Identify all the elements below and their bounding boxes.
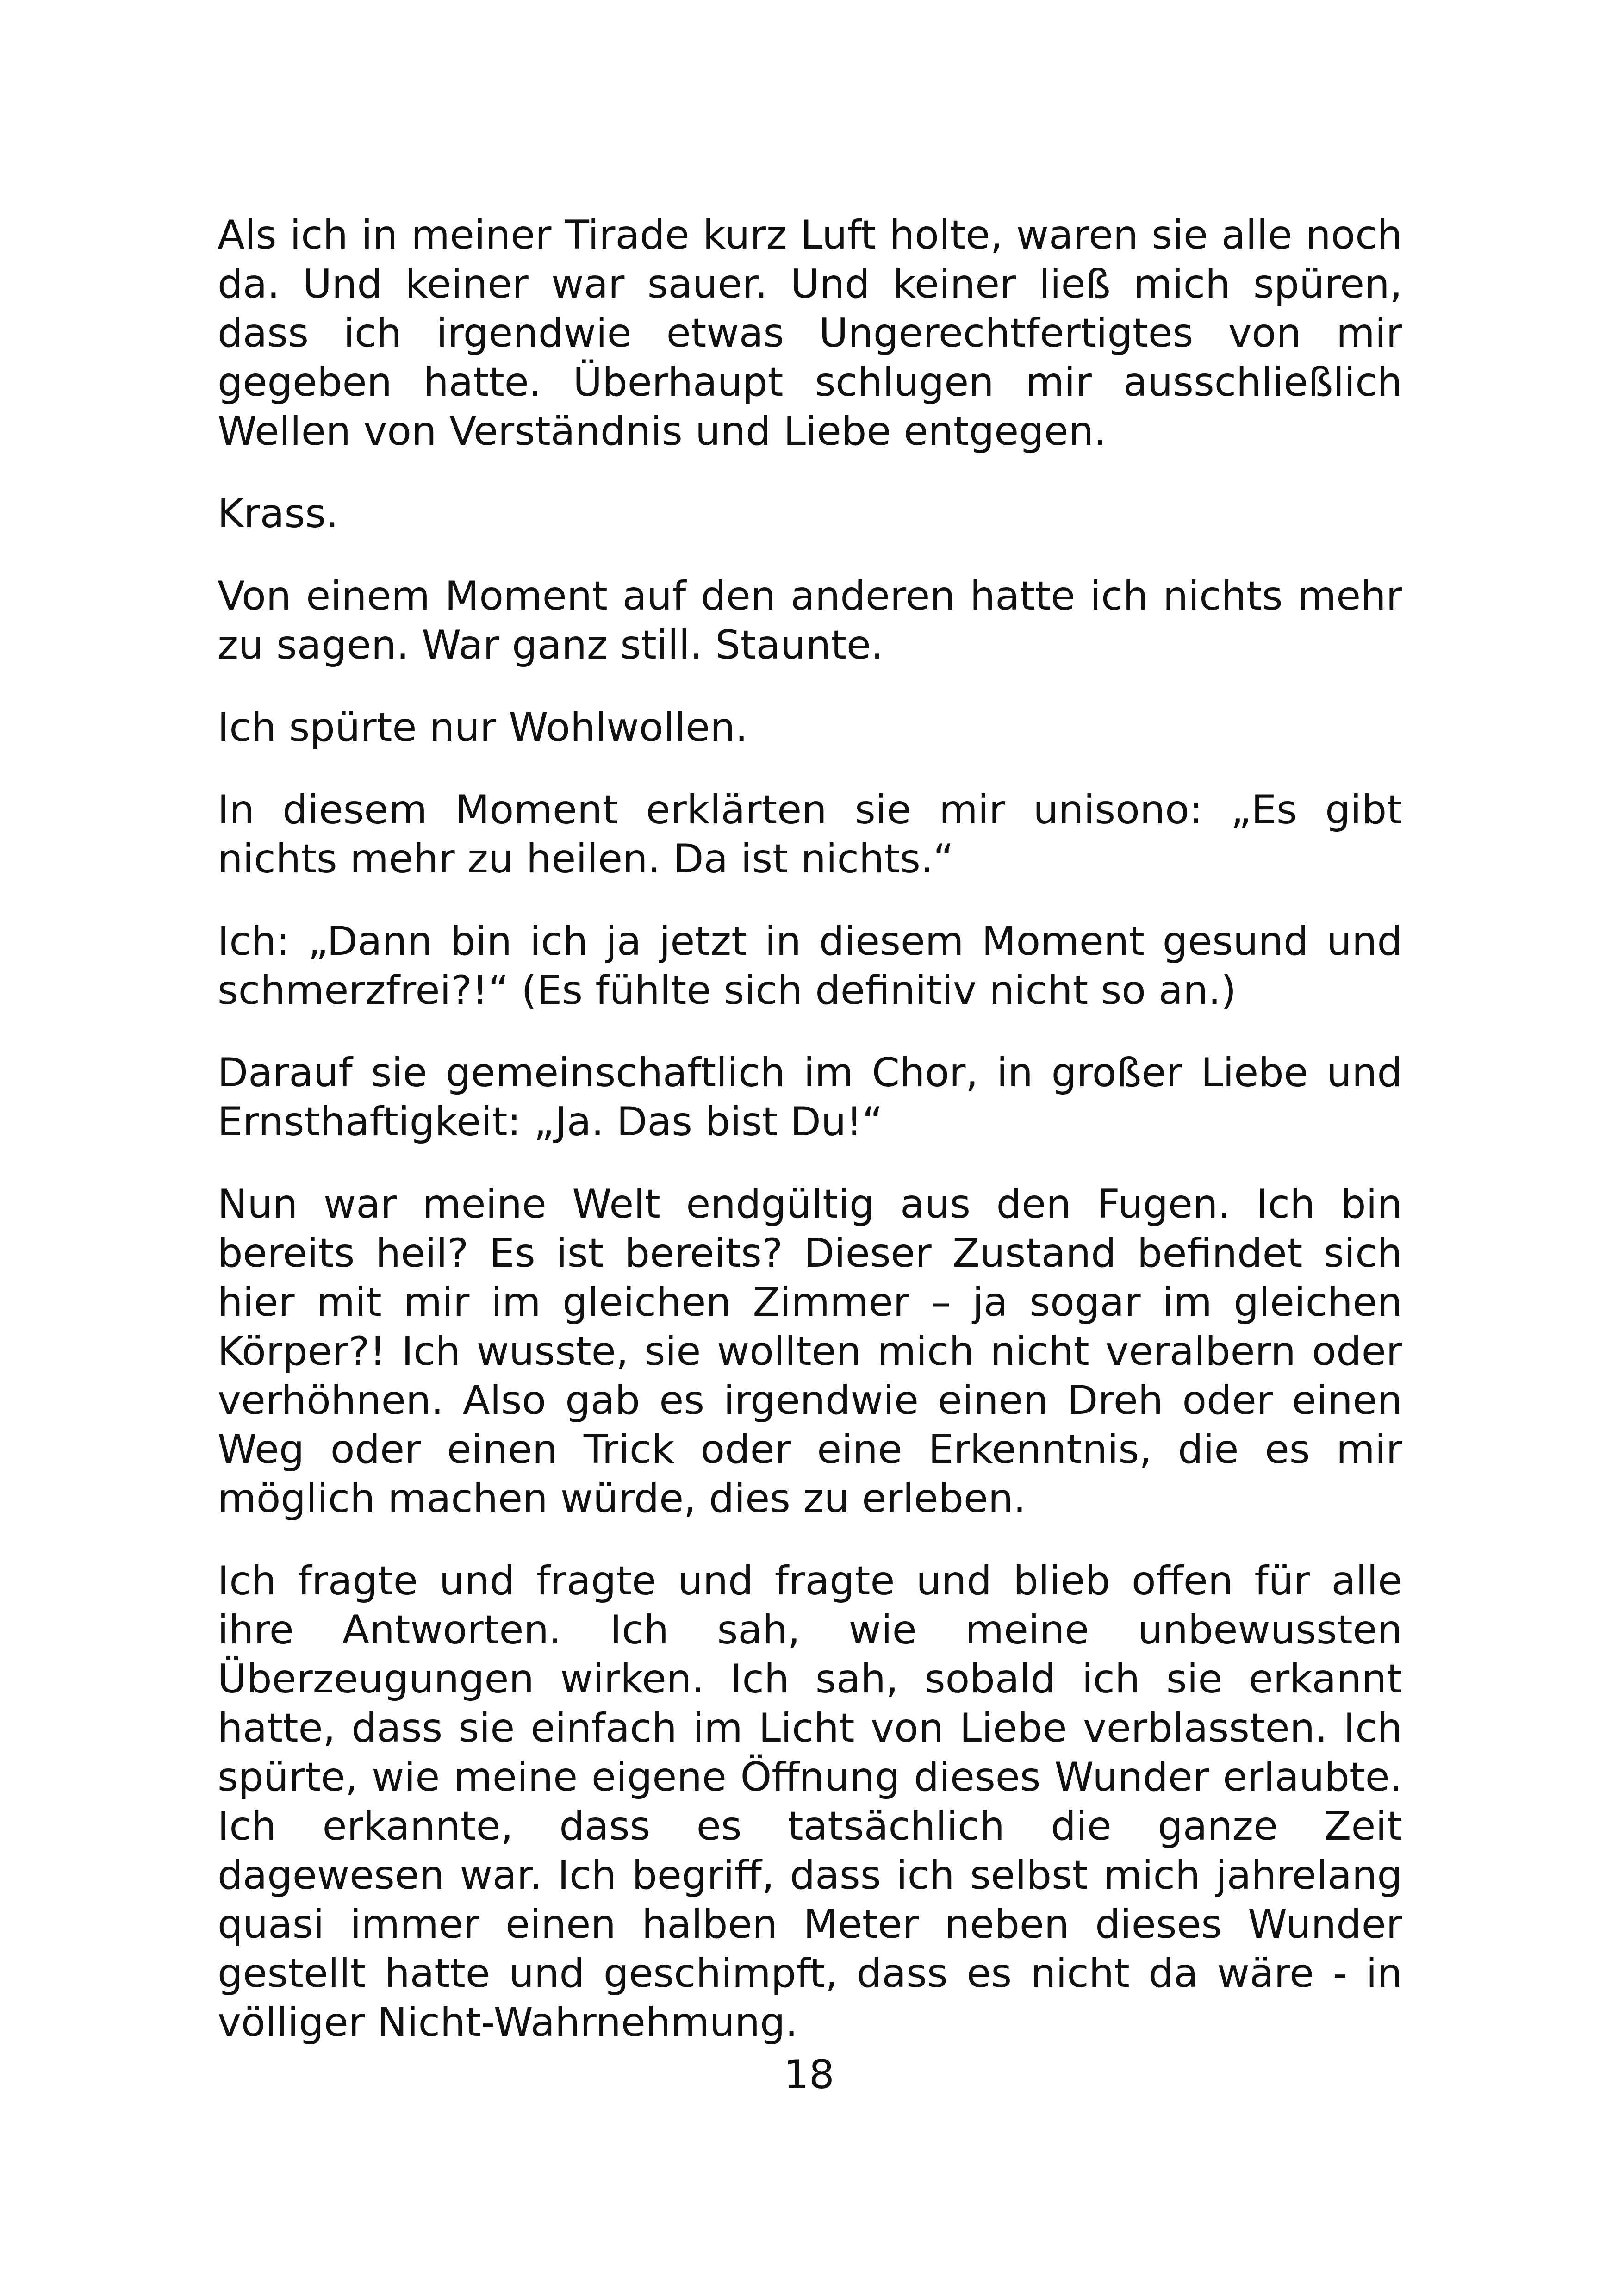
paragraph-9: Ich fragte und fragte und fragte und blieb offen für alle ihre Antworten. Ich sah, wie meine unbewussten Überzeugungen wirken. Ich sah, sobald ich sie erkannt hatte, dass sie einfach im Licht von Liebe verblassten. Ich spürte, wie meine eigene Öffnung dieses Wunder erlaubte. Ich erkannte, dass es tatsächlich die ganze Zeit dagewesen war. Ich begriff, dass ich selbst mich jahrelang quasi immer einen halben Meter neben dieses Wunder gestellt hatte und geschimpft, dass es nicht da wäre - in völliger Nicht-Wahrnehmung. [218,1558,1402,2046]
paragraph-4: Ich spürte nur Wohlwollen. [218,704,748,751]
paragraph-1: Als ich in meiner Tirade kurz Luft holte, waren sie alle noch da. Und keiner war sauer. Und keiner ließ mich spüren, dass ich irgendwie etwas Ungerechtfertigtes von mir gegeben hatte. Überhaupt schlugen mir ausschließlich Wellen von Verständnis und Liebe entgegen. [218,212,1402,454]
paragraph-2: Krass. [218,491,339,537]
body-text [218,211,1402,2080]
paragraph-3: Von einem Moment auf den anderen hatte ich nichts mehr zu sagen. War ganz still. Staunte. [218,573,1402,668]
page-number: 18 [784,2052,834,2098]
paragraph-8: Nun war meine Welt endgültig aus den Fugen. Ich bin bereits heil? Es ist bereits? Dieser Zustand befindet sich hier mit mir im gleichen Zimmer – ja sogar im gleichen Körper?! Ich wusste, sie wollten mich nicht veralbern oder verhöhnen. Also gab es irgendwie einen Dreh oder einen Weg oder einen Trick oder eine Erkenntnis, die es mir möglich machen würde, dies zu erleben. [218,1181,1402,1522]
paragraph-7: Darauf sie gemeinschaftlich im Chor, in großer Liebe und Ernsthaftigkeit: „Ja. Das bist Du!“ [218,1050,1402,1145]
paragraph-6: Ich: „Dann bin ich ja jetzt in diesem Moment gesund und schmerzfrei?!“ (Es fühlte sich definitiv nicht so an.) [218,918,1402,1014]
paragraph-5: In diesem Moment erklärten sie mir unisono: „Es gibt nichts mehr zu heilen. Da ist nichts.“ [218,787,1402,882]
